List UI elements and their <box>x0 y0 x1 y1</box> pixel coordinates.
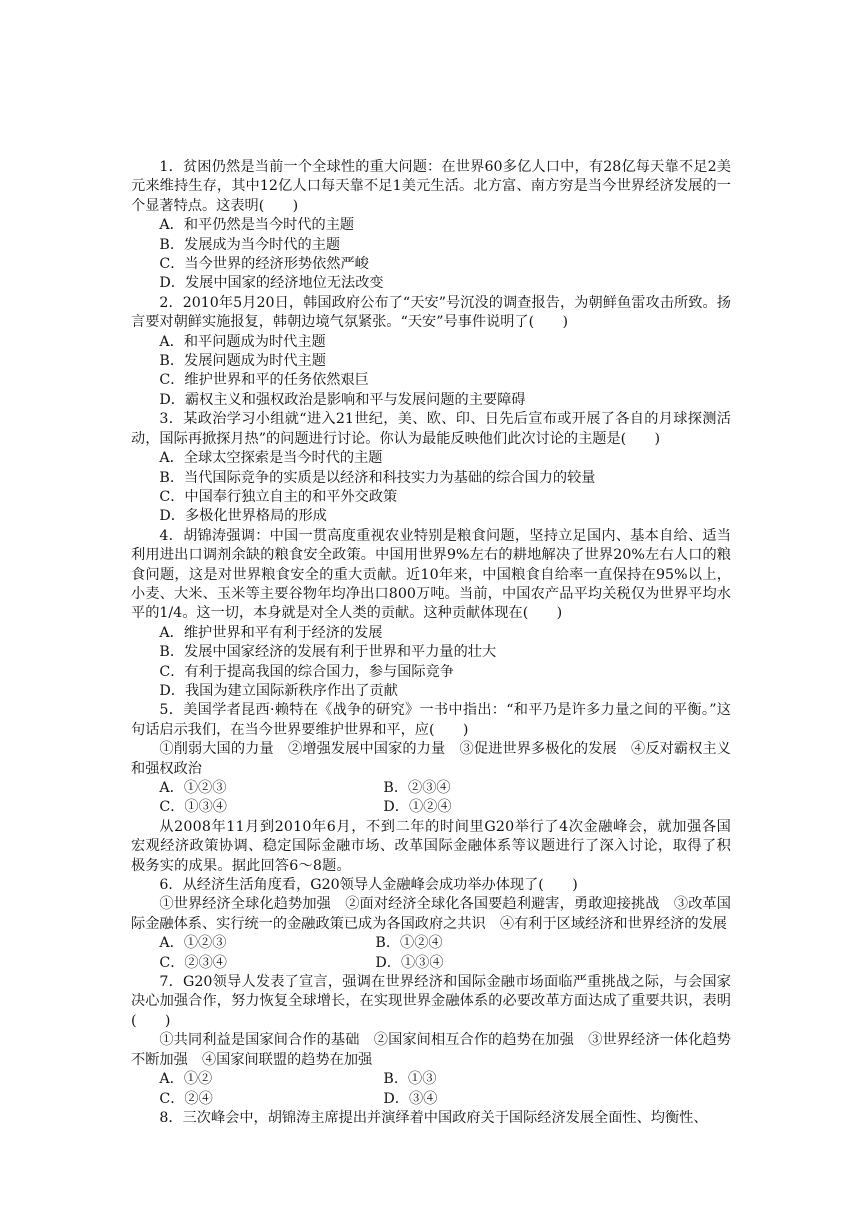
question-5-option-d: D．①②④ <box>383 799 452 816</box>
question-3-option-b: B．当代国际竞争的实质是以经济和科技实力为基础的综合国力的较量 <box>159 469 596 486</box>
question-2-option-b: B．发展问题成为时代主题 <box>159 353 326 370</box>
question-3-stem: 3．某政治学习小组就“进入21世纪，美、欧、印、日先后宣布或开展了各自的月球探测活动，国际再掀探月热”的问题进行讨论。你认为最能反映他们此次讨论的主题是( ) <box>131 411 731 447</box>
question-5-options-row-2 <box>131 798 731 817</box>
question-2-stem: 2．2010年5月20日，韩国政府公布了“天安”号沉没的调查报告，为朝鲜鱼雷攻击所致。扬言要对朝鲜实施报复，韩朝边境气氛紧张。“天安”号事件说明了( ) <box>131 294 731 331</box>
question-5-option-b: B．②③④ <box>383 780 451 796</box>
question-6-option-b: B．①②④ <box>375 935 443 952</box>
question-3-option-c: C．中国奉行独立自主的和平外交政策 <box>159 488 398 505</box>
question-7-option-a: A．①② <box>159 1071 213 1088</box>
question-7-items: ①共同利益是国家间合作的基础 ②国家间相互合作的趋势在加强 ③世界经济一体化趋势不断加强 ④国家间联盟的趋势在加强 <box>131 1032 731 1068</box>
question-2-option-c: C．维护世界和平的任务依然艰巨 <box>159 372 369 389</box>
question-1-option-b: B．发展成为当今时代的主题 <box>159 236 341 253</box>
question-1-option-d: D．发展中国家的经济地位无法改变 <box>159 275 384 292</box>
worksheet-page <box>131 158 731 1128</box>
reading-passage: 从2008年11月到2010年6月，不到二年的时间里G20举行了4次金融峰会，就加强各国宏观经济政策协调、稳定国际金融市场、改革国际金融体系等议题进行了深入讨论，取得了积极务实的成果。据此回答6～8题。 <box>131 818 731 874</box>
question-4-option-d: D．我国为建立国际新秩序作出了贡献 <box>159 682 398 699</box>
question-1-stem: 1．贫困仍然是当前一个全球性的重大问题：在世界60多亿人口中，有28亿每天靠不足2美元来维持生存，其中12亿人口每天靠不足1美元生活。北方富、南方穷是当今世界经济发展的一个显著特点。这表明( ) <box>131 159 731 214</box>
question-5-options-row-1 <box>131 779 731 798</box>
question-4-option-b: B．发展中国家经济的发展有利于世界和平力量的壮大 <box>159 644 497 661</box>
question-8-stem: 8．三次峰会中，胡锦涛主席提出并演绎着中国政府关于国际经济发展全面性、均衡性、 <box>159 1109 708 1126</box>
question-6-options-row-2 <box>131 954 731 973</box>
question-4-option-c: C．有利于提高我国的综合国力，参与国际竞争 <box>159 663 454 680</box>
question-5-stem: 5．美国学者昆西·赖特在《战争的研究》一书中指出：“和平乃是许多力量之间的平衡。”这句话启示我们，在当今世界要维护世界和平，应( ) <box>131 702 731 738</box>
question-6-option-d: D．①③④ <box>375 954 444 971</box>
question-3-option-d: D．多极化世界格局的形成 <box>159 508 327 525</box>
question-3-option-a: A．全球太空探索是当今时代的主题 <box>159 450 383 467</box>
question-6-options-row-1 <box>131 934 731 953</box>
question-4-option-a: A．维护世界和平有利于经济的发展 <box>159 624 383 641</box>
question-7-option-b: B．①③ <box>383 1071 437 1088</box>
question-5-option-c: C．①③④ <box>159 799 227 816</box>
question-1-option-c: C．当今世界的经济形势依然严峻 <box>159 256 369 273</box>
question-2-option-a: A．和平问题成为时代主题 <box>159 333 326 350</box>
question-7-options-row-2 <box>131 1090 731 1109</box>
question-6-option-a: A．①②③ <box>159 935 227 952</box>
question-2-option-d: D．霸权主义和强权政治是影响和平与发展问题的主要障碍 <box>159 391 526 408</box>
question-6-stem: 6．从经济生活角度看，G20领导人金融峰会成功举办体现了( ) <box>159 877 578 894</box>
question-5-option-a: A．①②③ <box>159 780 227 796</box>
question-6-items: ①世界经济全球化趋势加强 ②面对经济全球化各国要趋利避害，勇敢迎接挑战 ③改革国际金融体系、实行统一的金融政策已成为各国政府之共识 ④有利于区域经济和世界经济的发展 <box>131 896 731 932</box>
question-4-stem: 4．胡锦涛强调：中国一贯高度重视农业特别是粮食问题，坚持立足国内、基本自给、适当利用进出口调剂余缺的粮食安全政策。中国用世界9%左右的耕地解决了世界20%左右人口的粮食问题，这是对世界粮食安全的重大贡献。近10年来，中国粮食自给率一直保持在95%以上，小麦、大米、玉米等主要谷物年均净出口800万吨。当前，中国农产品平均关税仅为世界平均水平的1/4。这一切，本身就是对全人类的贡献。这种贡献体现在( ) <box>131 527 731 622</box>
question-7-options-row-1 <box>131 1070 731 1089</box>
question-6-option-c: C．②③④ <box>159 954 227 971</box>
question-7-option-c: C．②④ <box>159 1090 213 1107</box>
question-5-items: ①削弱大国的力量 ②增强发展中国家的力量 ③促进世界多极化的发展 ④反对霸权主义和强权政治 <box>131 741 731 777</box>
question-7-stem: 7．G20领导人发表了宣言，强调在世界经济和国际金融市场面临严重挑战之际，与会国家决心加强合作，努力恢复全球增长，在实现世界金融体系的必要改革方面达成了重要共识，表明( ) <box>131 974 731 1029</box>
question-7-option-d: D．③④ <box>383 1090 438 1107</box>
question-1-option-a: A．和平仍然是当今时代的主题 <box>159 217 355 234</box>
